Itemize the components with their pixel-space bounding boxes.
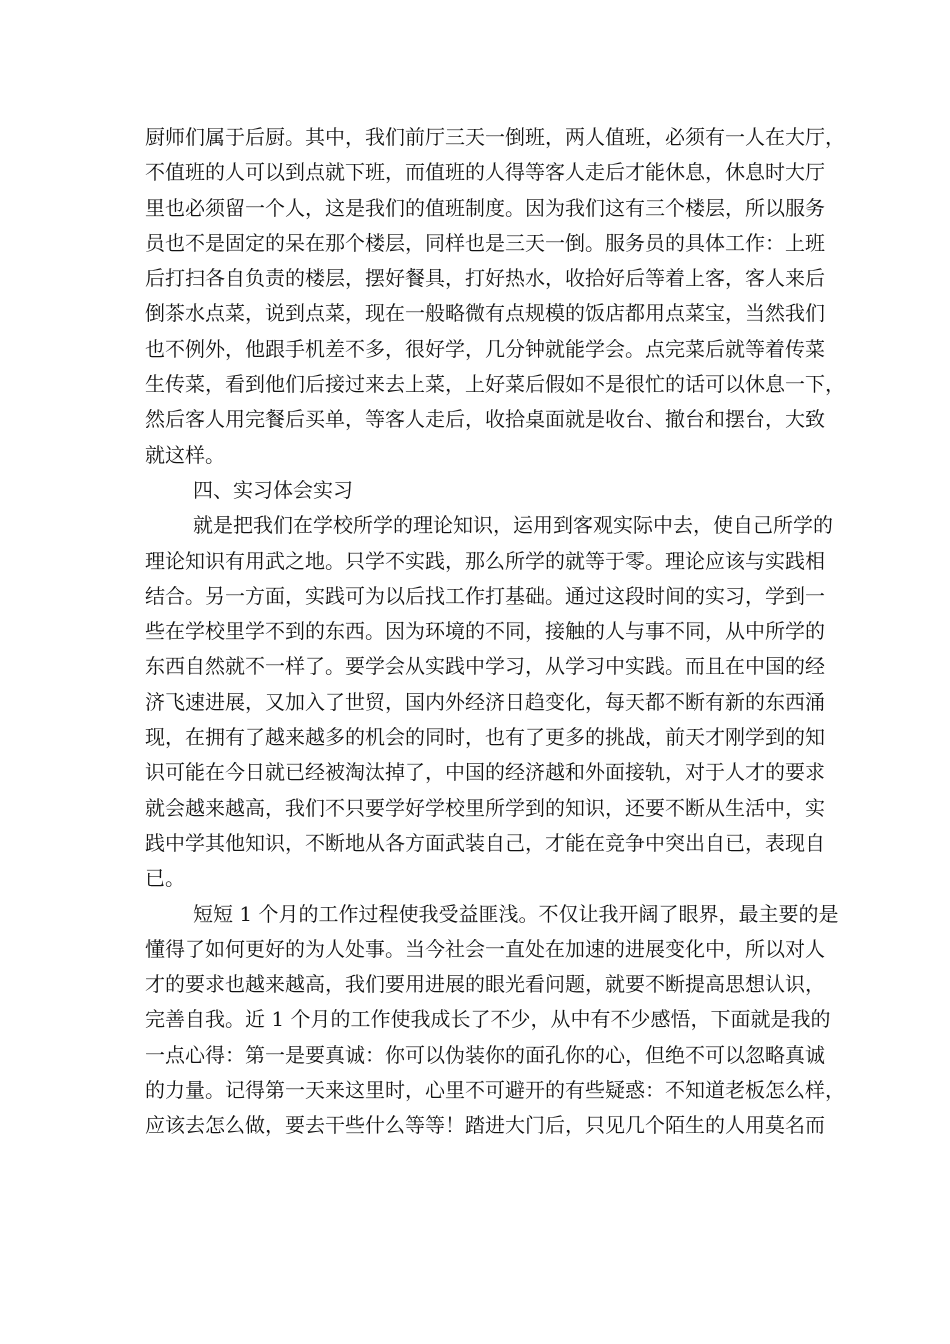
text-line: 里也必须留一个人，这是我们的值班制度。因为我们这有三个楼层，所以服务 [145,195,825,220]
text-line: 员也不是固定的呆在那个楼层，同样也是三天一倒。服务员的具体工作：上班 [145,230,825,255]
text-line: 践中学其他知识，不断地从各方面武装自己，才能在竞争中突出自已，表现自 [145,830,825,855]
text-line: 就会越来越高，我们不只要学好学校里所学到的知识，还要不断从生活中，实 [145,795,825,820]
text-line: 然后客人用完餐后买单，等客人走后，收拾桌面就是收台、撤台和摆台，大致 [145,407,825,432]
text-line: 短短 1 个月的工作过程使我受益匪浅。不仅让我开阔了眼界，最主要的是 [193,901,839,926]
text-line: 懂得了如何更好的为人处事。当今社会一直处在加速的进展变化中，所以对人 [145,936,825,961]
text-line: 就这样。 [145,442,225,467]
paragraph-practice-meaning [145,508,833,896]
text-line: 后打扫各自负责的楼层，摆好餐具，打好热水，收拾好后等着上客，客人来后 [145,266,825,291]
section-heading [145,473,807,508]
text-line: 一点心得：第一是要真诚：你可以伪装你的面孔你的心，但绝不可以忽略真诚 [145,1042,825,1067]
text-line: 现，在拥有了越来越多的机会的同时，也有了更多的挑战，前天才刚学到的知 [145,725,825,750]
text-line: 四、实习体会实习 [193,477,353,502]
text-line: 生传菜，看到他们后接过来去上菜，上好菜后假如不是很忙的话可以休息一下， [145,372,845,397]
text-line: 厨师们属于后厨。其中，我们前厅三天一倒班，两人值班，必须有一人在大厅， [145,125,845,149]
text-line: 不值班的人可以到点就下班，而值班的人得等客人走后才能休息，休息时大厅 [145,160,825,185]
text-line: 结合。另一方面，实践可为以后找工作打基础。通过这段时间的实习，学到一 [145,583,825,608]
text-line: 才的要求也越来越高，我们要用进展的眼光看问题，就要不断提高思想认识， [145,972,825,997]
paragraph-work-system [145,120,845,473]
document-page [145,120,845,1144]
text-line: 理论知识有用武之地。只学不实践，那么所学的就等于零。理论应该与实践相 [145,548,825,573]
text-line: 应该去怎么做，要去干些什么等等！踏进大门后，只见几个陌生的人用莫名而 [145,1113,825,1138]
text-line: 东西自然就不一样了。要学会从实践中学习，从学习中实践。而且在中国的经 [145,654,825,679]
text-line: 识可能在今日就已经被淘汰掉了，中国的经济越和外面接轨，对于人才的要求 [145,760,825,785]
text-line: 些在学校里学不到的东西。因为环境的不同，接触的人与事不同，从中所学的 [145,619,825,644]
text-line: 已。 [145,866,185,891]
paragraph-one-month-reflection [145,897,845,1144]
text-line: 济飞速进展，又加入了世贸，国内外经济日趋变化，每天都不断有新的东西涌 [145,689,825,714]
text-line: 的力量。记得第一天来这里时，心里不可避开的有些疑惑：不知道老板怎么样， [145,1078,845,1103]
text-line: 就是把我们在学校所学的理论知识，运用到客观实际中去，使自己所学的 [193,513,833,538]
text-line: 倒茶水点菜，说到点菜，现在一般略微有点规模的饭店都用点菜宝，当然我们 [145,301,825,326]
text-line: 也不例外，他跟手机差不多，很好学，几分钟就能学会。点完菜后就等着传菜 [145,336,825,361]
text-line: 完善自我。近 1 个月的工作使我成长了不少，从中有不少感悟，下面就是我的 [145,1007,831,1032]
